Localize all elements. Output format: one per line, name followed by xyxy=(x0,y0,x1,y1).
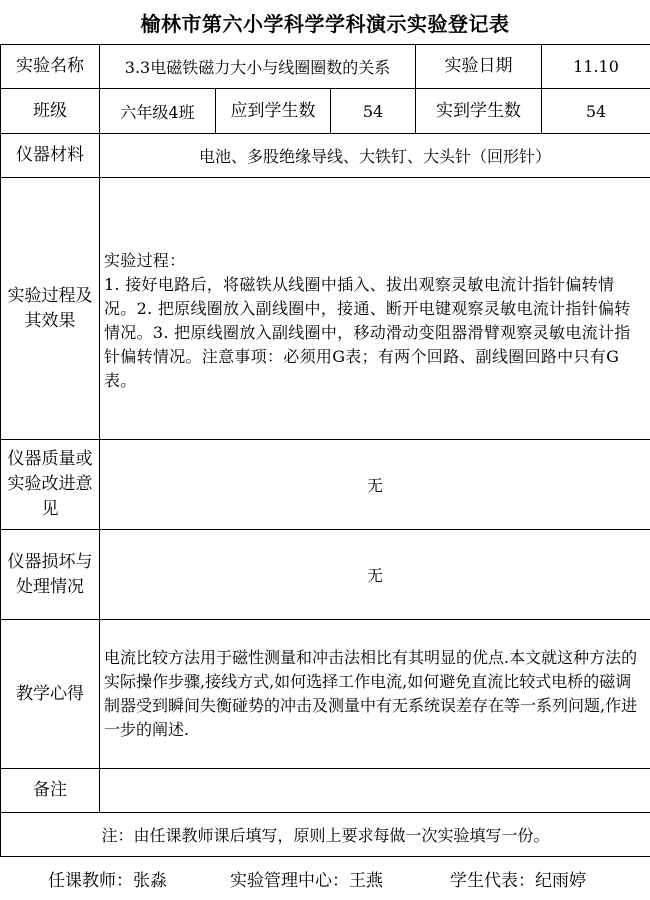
class-label: 班级 xyxy=(1,89,100,134)
damage-value: 无 xyxy=(100,530,650,620)
experiment-name-value: 3.3电磁铁磁力大小与线圈圈数的关系 xyxy=(100,45,416,89)
materials-value: 电池、多股绝缘导线、大铁钉、大头针（回形针） xyxy=(100,134,650,178)
process-label: 实验过程及其效果 xyxy=(1,178,100,440)
materials-label: 仪器材料 xyxy=(1,134,100,178)
remarks-label: 备注 xyxy=(1,769,100,813)
actual-students-label: 实到学生数 xyxy=(416,89,542,134)
damage-label: 仪器损坏与处理情况 xyxy=(1,530,100,620)
expected-students-value: 54 xyxy=(331,89,416,134)
reflection-cell xyxy=(100,620,650,769)
registration-table xyxy=(0,44,650,857)
lab-manager-signature: 实验管理中心：王燕 xyxy=(230,870,383,891)
expected-students-label: 应到学生数 xyxy=(216,89,331,134)
row-damage xyxy=(1,530,650,620)
row-process xyxy=(1,178,650,440)
experiment-name-label: 实验名称 xyxy=(1,45,100,89)
row-class xyxy=(1,89,650,134)
signature-footer xyxy=(0,856,650,900)
row-experiment-name xyxy=(1,45,650,89)
form-title: 榆林市第六小学科学学科演示实验登记表 xyxy=(140,11,510,36)
row-remarks xyxy=(1,769,650,813)
student-rep-signature: 学生代表：纪雨婷 xyxy=(450,870,586,891)
row-reflection xyxy=(1,620,650,769)
process-value xyxy=(100,178,650,440)
class-value: 六年级4班 xyxy=(100,89,216,134)
quality-label: 仪器质量或实验改进意见 xyxy=(1,440,100,530)
process-text: 1. 接好电路后，将磁铁从线圈中插入、拔出观察灵敏电流计指针偏转情况。2. 把原线圈放入副线圈中，接通、断开电键观察灵敏电流计指针偏转情况。3. 把原线圈放入副线圈中，移动滑动变阻器滑臂观察灵敏电流计指针偏转情况。注意事项：必须用G表；有两个回路、副线圈回路中只有G表。 xyxy=(104,274,631,390)
process-heading: 实验过程： xyxy=(104,250,186,270)
teacher-signature: 任课教师：张淼 xyxy=(48,870,167,891)
remarks-value xyxy=(100,769,650,813)
reflection-label: 教学心得 xyxy=(1,620,100,769)
actual-students-value: 54 xyxy=(542,89,650,134)
row-quality xyxy=(1,440,650,530)
experiment-date-label: 实验日期 xyxy=(416,45,542,89)
row-materials xyxy=(1,134,650,178)
quality-value: 无 xyxy=(100,440,650,530)
form-note: 注：由任课教师课后填写，原则上要求每做一次实验填写一份。 xyxy=(1,813,650,857)
row-note xyxy=(1,813,650,857)
experiment-date-value: 11.10 xyxy=(542,45,650,89)
reflection-value: 电流比较方法用于磁性测量和冲击法相比有其明显的优点.本文就这种方法的实际操作步骤,接线方式,如何选择工作电流,如何避免直流比较式电桥的磁调制器受到瞬间失衡碰势的冲击及测量中有无系统误差存在等一系列问题,作进一步的阐述. xyxy=(104,648,638,739)
